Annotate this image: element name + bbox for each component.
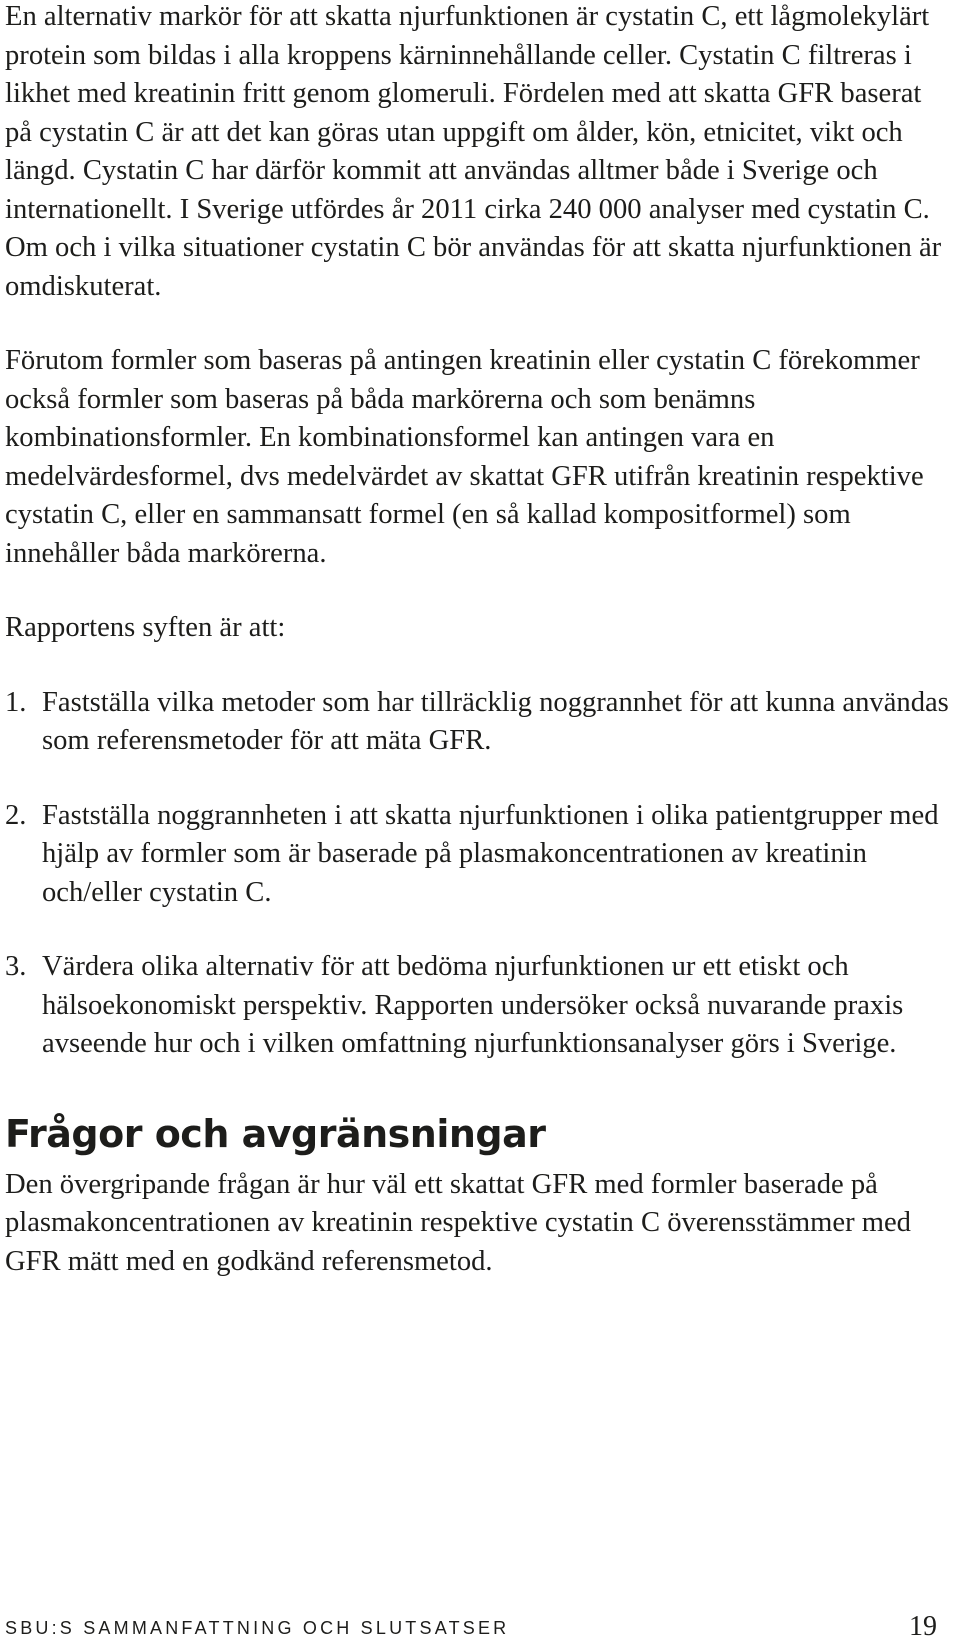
intro-paragraph-combination-formulas: Förutom formler som baseras på antingen kreatinin eller cystatin C förekommer också formler som baseras på båda markörerna och som benämns kombinationsformler. En kombinationsformel kan antingen vara en medelvärdesformel, dvs medelvärdet av skattat GFR utifrån kreatinin respektive cystatin C, eller en sammansatt formel (en så kallad kompositformel) som innehåller båda markörerna.: [5, 345, 924, 569]
intro-paragraph-cystatin: En alternativ markör för att skatta njurfunktionen är cystatin C, ett lågmolekylärt protein som bildas i alla kroppens kärninnehållande celler. Cystatin C filtreras i likhet med kreatinin fritt genom glomeruli. Fördelen med att skatta GFR baserat på cystatin C är att det kan göras utan uppgift om ålder, kön, etnicitet, vikt och längd. Cystatin C har därför kommit att användas alltmer både i Sverige och internationellt. I Sverige utfördes år 2011 cirka 240 000 analyser med cystatin C. Om och i vilka situationer cystatin C bör användas för att skatta njurfunktionen är omdiskuterat.: [5, 1, 942, 302]
list-item-number: 3.: [5, 951, 27, 982]
list-item-number: 2.: [5, 799, 27, 831]
page-footer: [5, 1602, 937, 1642]
list-item-text: Fastställa vilka metoder som har tillräcklig noggrannhet för att kunna användas som referensmetoder för att mäta GFR.: [42, 686, 949, 756]
section-paragraph: Den övergripande frågan är hur väl ett skattat GFR med formler baserade på plasmakoncentrationen av kreatinin respektive cystatin C överensstämmer med GFR mätt med en godkänd referensmetod.: [5, 1168, 911, 1277]
aims-intro: Rapportens syften är att:: [5, 612, 286, 643]
section-heading: Frågor och avgränsningar: [5, 1111, 546, 1156]
aims-list: [5, 684, 955, 1064]
list-item: [5, 684, 955, 761]
page-number: 19: [909, 1611, 937, 1642]
list-item-number: 1.: [5, 686, 27, 718]
list-item-text: Fastställa noggrannheten i att skatta njurfunktionen i olika patientgrupper med hjälp av formler som är baserade på plasmakoncentrationen av kreatinin och/eller cystatin C.: [42, 799, 939, 908]
list-item: [5, 948, 955, 1064]
list-item-text: Värdera olika alternativ för att bedöma njurfunktionen ur ett etiskt och hälsoekonomiskt perspektiv. Rapporten undersöker också nuvarande praxis avseende hur och i vilken omfattning njurfunktionsanalyser görs i Sverige.: [42, 951, 904, 1059]
page-content: [5, 0, 955, 1281]
list-item: [5, 797, 955, 913]
footer-running-title: SBU:S SAMMANFATTNING OCH SLUTSATSER: [5, 1618, 510, 1638]
